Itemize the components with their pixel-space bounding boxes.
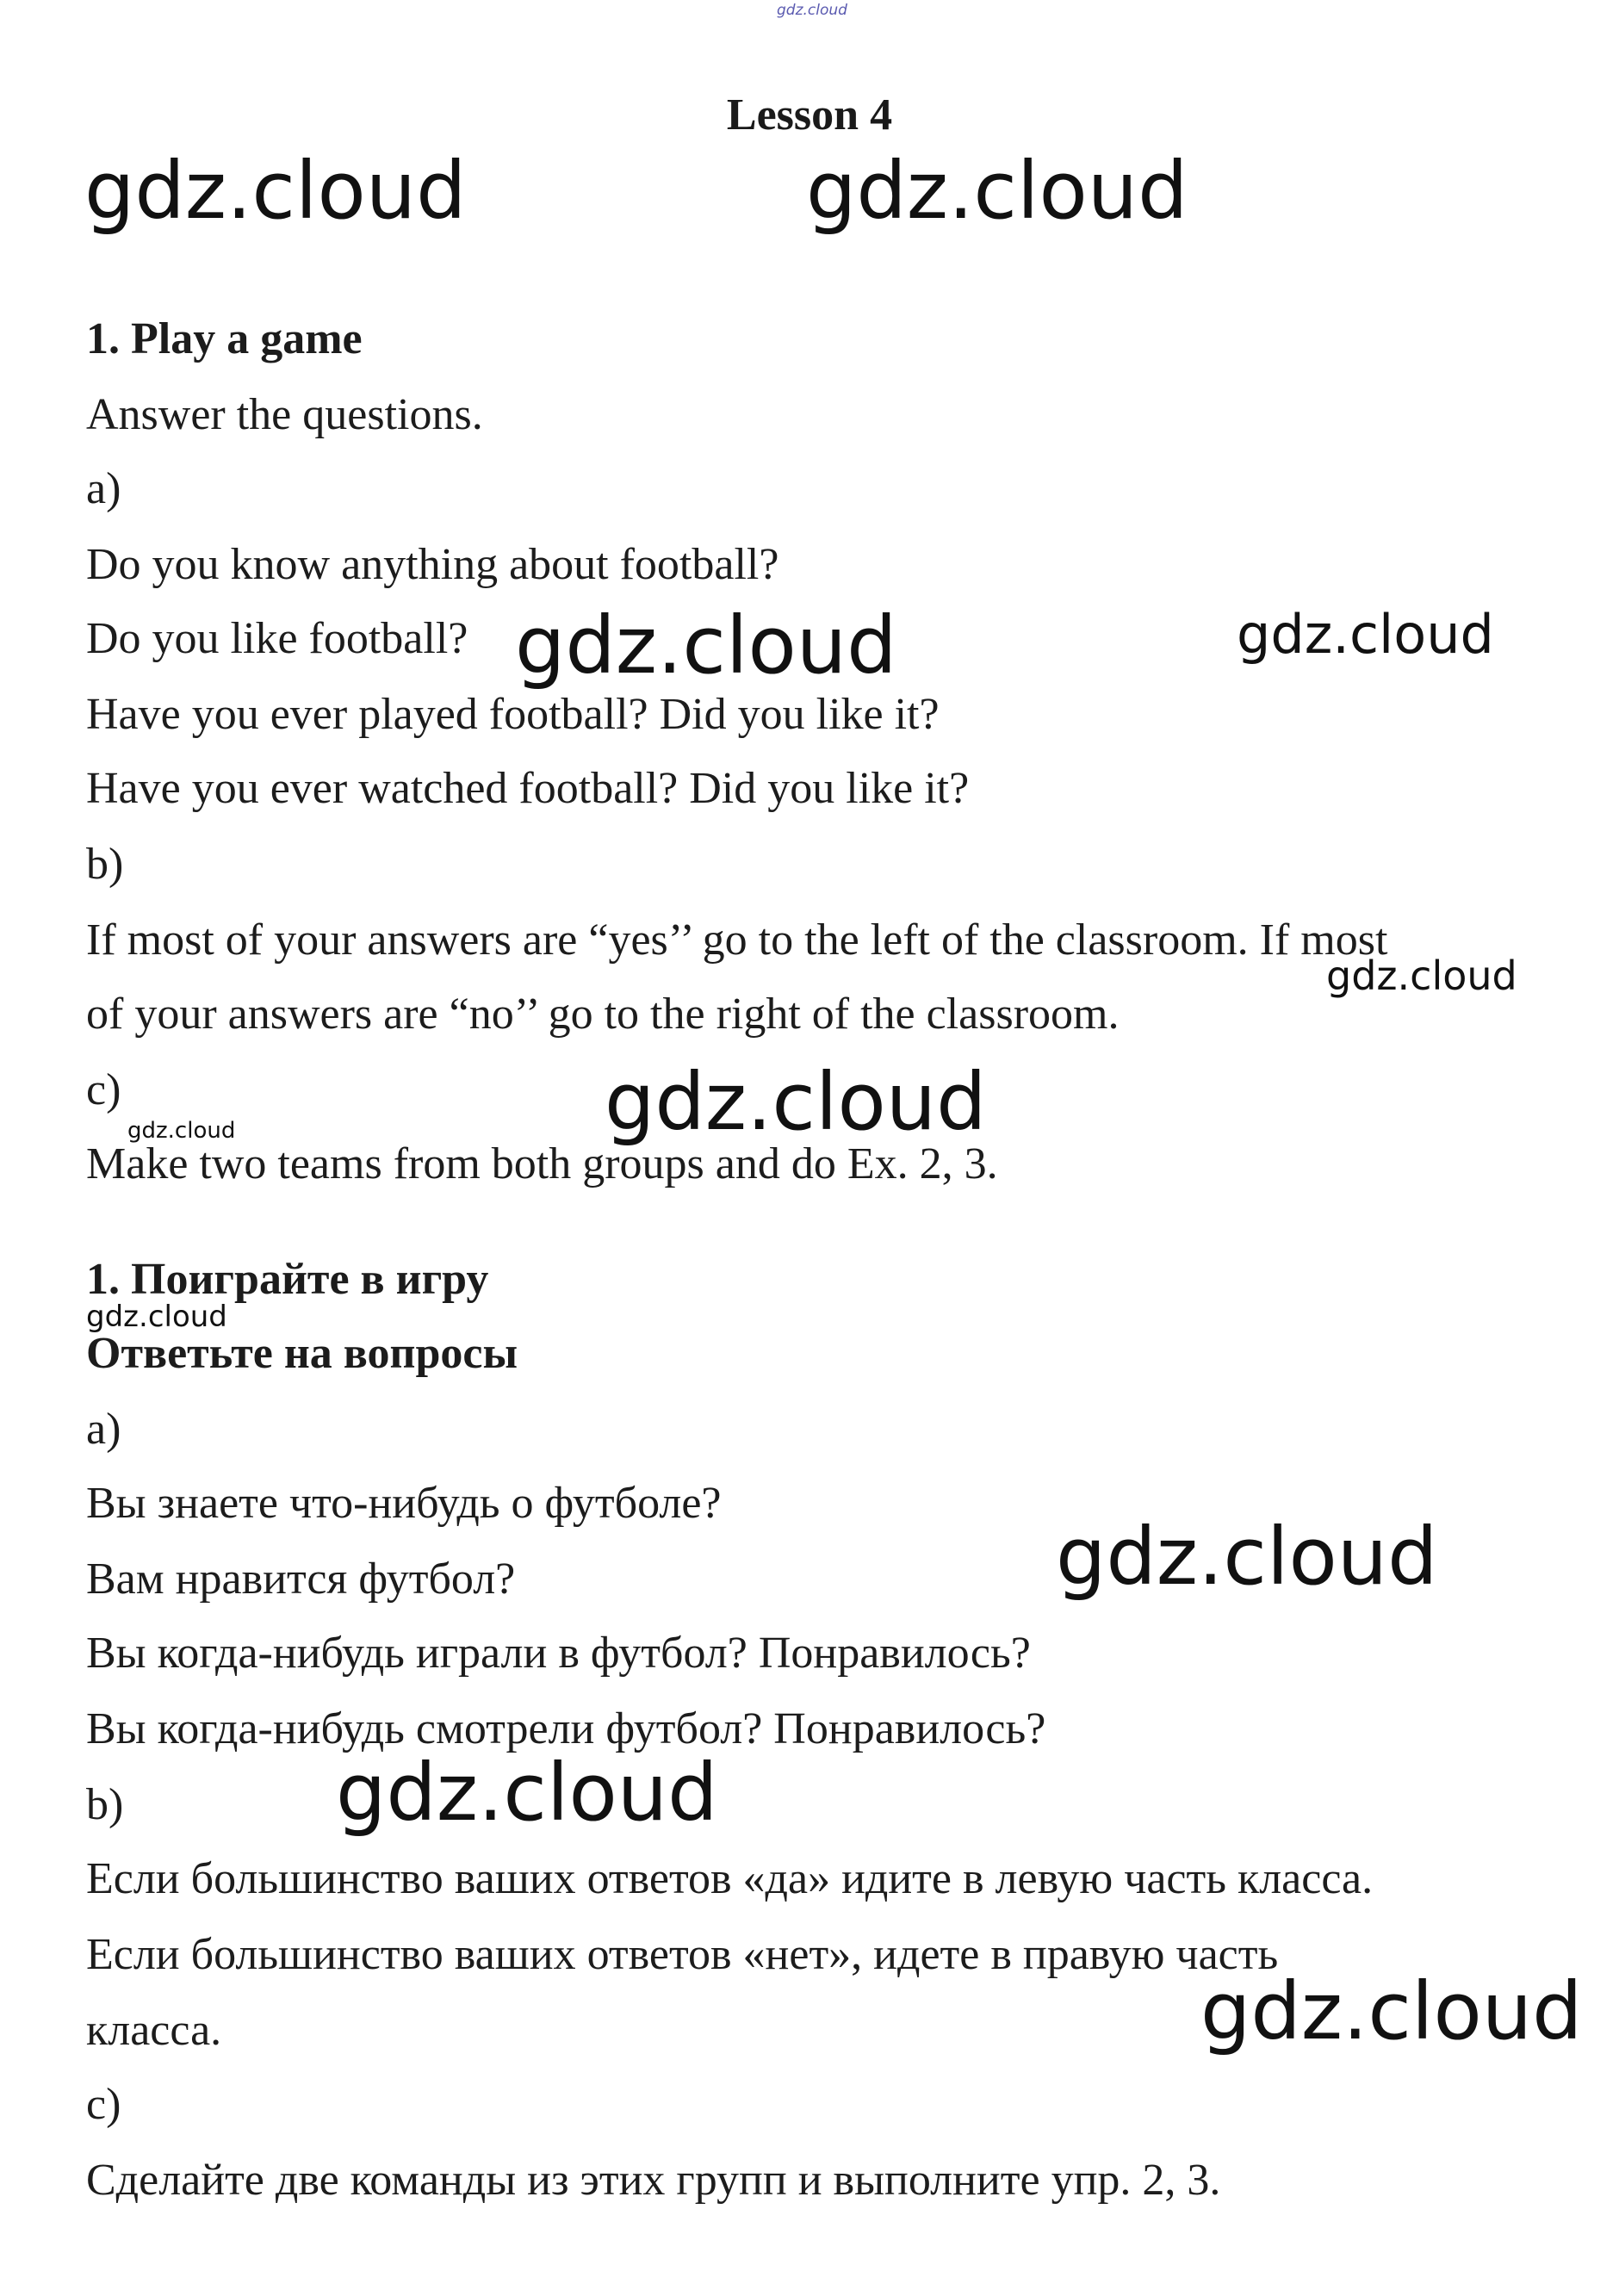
russian-part-b-label: b) [86, 1780, 124, 1829]
russian-question-2: Вам нравится футбол? [86, 1554, 516, 1604]
english-heading: 1. Play a game [86, 314, 363, 363]
watermark: gdz.cloud [605, 1056, 987, 1148]
watermark: gdz.cloud [1237, 603, 1494, 666]
english-part-b-line-1: If most of your answers are “yes’’ go to the left of the classroom. If most [86, 915, 1388, 965]
russian-heading: 1. Поиграйте в игру [86, 1255, 489, 1304]
english-part-b-label: b) [86, 840, 124, 889]
russian-part-c-text: Сделайте две команды из этих групп и выполните упр. 2, 3. [86, 2156, 1221, 2205]
english-part-b-line-2: of your answers are “no’’ go to the right of the classroom. [86, 990, 1120, 1039]
russian-part-b-line-1: Если большинство ваших ответов «да» идите в левую часть класса. [86, 1854, 1374, 1903]
english-part-a-label: a) [86, 464, 121, 513]
watermark: gdz.cloud [1200, 1965, 1583, 2057]
watermark: gdz.cloud [515, 599, 897, 692]
english-question-4: Have you ever watched football? Did you like it? [86, 764, 970, 813]
english-question-1: Do you know anything about football? [86, 540, 779, 589]
russian-question-1: Вы знаете что-нибудь о футболе? [86, 1479, 722, 1528]
russian-question-4: Вы когда-нибудь смотрели футбол? Понравилось? [86, 1704, 1046, 1753]
russian-part-a-label: a) [86, 1405, 121, 1454]
english-part-c-label: c) [86, 1065, 121, 1114]
russian-instruction: Ответьте на вопросы [86, 1329, 518, 1378]
watermark: gdz.cloud [1056, 1511, 1438, 1603]
russian-part-b-line-3: класса. [86, 2006, 222, 2055]
english-question-3: Have you ever played football? Did you like it? [86, 690, 940, 739]
watermark: gdz.cloud [1326, 953, 1517, 999]
english-instruction: Answer the questions. [86, 390, 483, 439]
russian-question-3: Вы когда-нибудь играли в футбол? Понравилось? [86, 1629, 1031, 1678]
top-watermark: gdz.cloud [777, 2, 847, 19]
watermark: gdz.cloud [86, 1300, 227, 1334]
english-question-2: Do you like football? [86, 614, 468, 663]
watermark: gdz.cloud [127, 1118, 236, 1144]
russian-part-b-line-2: Если большинство ваших ответов «нет», идете в правую часть [86, 1930, 1279, 1979]
watermark: gdz.cloud [336, 1747, 718, 1839]
watermark: gdz.cloud [806, 145, 1188, 237]
watermark: gdz.cloud [84, 145, 467, 237]
english-part-c-text: Make two teams from both groups and do Ex. 2, 3. [86, 1139, 998, 1188]
page-title: Lesson 4 [726, 90, 893, 140]
russian-part-c-label: c) [86, 2080, 121, 2129]
